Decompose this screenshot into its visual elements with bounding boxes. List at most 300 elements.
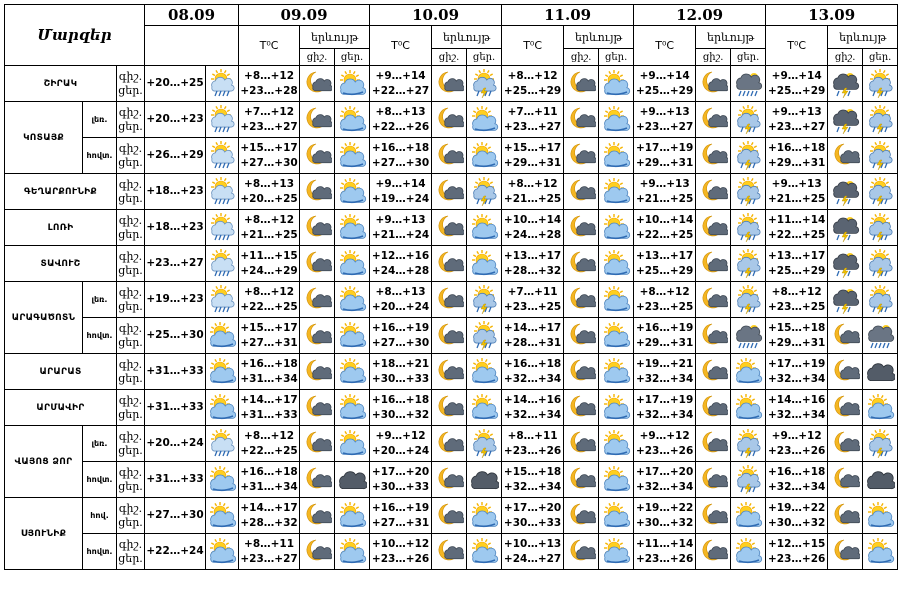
moon-cloud-icon: [828, 354, 863, 390]
dark-cloud-icon: [863, 354, 898, 390]
temp-range: [634, 354, 696, 390]
temp-range: [634, 498, 696, 534]
region-row: [5, 282, 898, 318]
night-label: գիշ.: [118, 69, 143, 83]
temp-range: [239, 354, 300, 390]
night-header: ցիշ.: [300, 49, 335, 66]
night-temp: +16…+18: [503, 357, 562, 370]
night-temp: +8…+13: [375, 285, 426, 298]
daynight-labels: [117, 354, 145, 390]
temp-range: [766, 282, 828, 318]
sun-cloud-icon: [206, 498, 239, 534]
temp-range: [502, 138, 564, 174]
day-temp: +31…+34: [240, 480, 298, 493]
storm-icon: [828, 282, 863, 318]
night-temp: +16…+19: [371, 501, 430, 514]
night-temp: +17…+19: [635, 393, 694, 406]
subregion-label: հովտ.: [83, 318, 117, 354]
day-temp: +32…+34: [503, 372, 562, 385]
moon-cloud-icon: [696, 390, 731, 426]
sun-storm-icon: [863, 210, 898, 246]
region-name: ԳԵՂԱՐՔՈՒՆԻՔ: [5, 174, 117, 210]
temp-range: [239, 426, 300, 462]
date-13.09: 13.09: [766, 5, 898, 26]
night-temp: +9…+13: [639, 177, 690, 190]
night-temp: +7…+12: [244, 105, 295, 118]
temp-range: [370, 498, 432, 534]
subregion-label: լեռ.: [83, 426, 117, 462]
day-temp: +25…+29: [767, 84, 826, 97]
sun-rain-icon: [206, 102, 239, 138]
sun-storm-icon: [467, 318, 502, 354]
night-temp: +17…+20: [635, 465, 694, 478]
day-temp: +20…+24: [371, 300, 430, 313]
day-temp: +29…+31: [767, 156, 826, 169]
temp-range: [502, 426, 564, 462]
temp-range: [634, 534, 696, 570]
day-temp: +23…+26: [503, 444, 562, 457]
daynight-labels: [117, 462, 145, 498]
temp-range: [766, 390, 828, 426]
moon-cloud-icon: [432, 498, 467, 534]
sun-cloud-icon: [206, 462, 239, 498]
sun-rain-icon: [206, 282, 239, 318]
sun-storm-icon: [863, 102, 898, 138]
moon-cloud-icon: [696, 210, 731, 246]
temp-range: [502, 246, 564, 282]
temp-range: [502, 66, 564, 102]
night-temp: +16…+18: [240, 357, 298, 370]
daynight-labels: [117, 138, 145, 174]
sun-cloud-icon: [467, 498, 502, 534]
day-temp: +32…+34: [635, 408, 694, 421]
sun-cloud-icon: [335, 534, 370, 570]
sun-cloud-icon: [467, 390, 502, 426]
daynight-labels: [117, 102, 145, 138]
temp-range: [502, 498, 564, 534]
night-temp: +8…+13: [244, 177, 295, 190]
night-temp: +11…+14: [767, 213, 826, 226]
day-temp: +29…+31: [635, 336, 694, 349]
region-name: ԼՈՌԻ: [5, 210, 117, 246]
rain-cloud-icon: [863, 318, 898, 354]
date-09.09: 09.09: [239, 5, 370, 26]
region-row: [5, 102, 898, 138]
temp-range: [502, 462, 564, 498]
night-temp: +9…+12: [639, 429, 690, 442]
moon-cloud-icon: [828, 462, 863, 498]
day-label: ցեր.: [118, 119, 143, 133]
night-header: ցիշ.: [564, 49, 599, 66]
temp-range: [766, 354, 828, 390]
temp-range: [239, 390, 300, 426]
night-temp: +16…+18: [767, 141, 826, 154]
date-10.09: 10.09: [370, 5, 502, 26]
day-temp: +23…+26: [635, 444, 694, 457]
date-12.09: 12.09: [634, 5, 766, 26]
day-temp: +29…+31: [503, 156, 562, 169]
night-temp: +8…+11: [507, 429, 558, 442]
day-temp: +25…+29: [635, 84, 694, 97]
rain-cloud-icon: [731, 318, 766, 354]
night-header: ցիշ.: [696, 49, 731, 66]
sun-cloud-icon: [335, 498, 370, 534]
day-temp: +32…+34: [767, 408, 826, 421]
moon-cloud-icon: [564, 498, 599, 534]
sun-cloud-icon: [599, 102, 634, 138]
phenomena-header: երևույթ: [564, 26, 634, 49]
moon-cloud-icon: [564, 534, 599, 570]
night-temp: +8…+12: [244, 285, 295, 298]
day-temp: +23…+25: [635, 300, 694, 313]
sun-storm-icon: [731, 102, 766, 138]
moon-cloud-icon: [828, 426, 863, 462]
rain-cloud-icon: [731, 66, 766, 102]
temp-header: T⁰C: [239, 26, 300, 66]
temp-range: [634, 318, 696, 354]
region-row: [5, 462, 898, 498]
day-label: ցեր.: [118, 227, 143, 241]
temp-range: [370, 246, 432, 282]
phenomena-header: երևույթ: [696, 26, 766, 49]
moon-cloud-icon: [696, 174, 731, 210]
night-temp: +9…+14: [375, 69, 426, 82]
night-temp: +10…+12: [371, 537, 430, 550]
night-temp: +8…+12: [507, 177, 558, 190]
temp-range: [766, 534, 828, 570]
night-temp: +7…+11: [507, 105, 558, 118]
day-temp: +27…+30: [371, 336, 430, 349]
night-temp: +8…+12: [244, 213, 295, 226]
moon-cloud-icon: [828, 390, 863, 426]
dark-cloud-icon: [467, 462, 502, 498]
night-label: գիշ.: [118, 213, 143, 227]
region-row: [5, 174, 898, 210]
temp-range: [502, 534, 564, 570]
day-temp: +32…+34: [503, 408, 562, 421]
region-row: [5, 246, 898, 282]
day-header: ցեր.: [467, 49, 502, 66]
night-temp: +8…+13: [375, 105, 426, 118]
day-temp: +22…+26: [371, 120, 430, 133]
day-temp: +32…+34: [503, 480, 562, 493]
moon-cloud-icon: [696, 102, 731, 138]
sun-storm-icon: [731, 210, 766, 246]
day-temp: +23…+27: [240, 120, 298, 133]
night-temp: +9…+14: [375, 177, 426, 190]
subregion-label: հով.: [83, 498, 117, 534]
day-label: ցեր.: [118, 515, 143, 529]
temp-0809: +20…+23: [145, 102, 206, 138]
night-temp: +15…+18: [767, 321, 826, 334]
night-label: գիշ.: [118, 501, 143, 515]
temp-range: [370, 390, 432, 426]
night-temp: +19…+21: [635, 357, 694, 370]
night-temp: +9…+13: [375, 213, 426, 226]
day-temp: +28…+32: [240, 516, 298, 529]
region-name: ՏԱՎՈՒՇ: [5, 246, 117, 282]
daynight-labels: [117, 498, 145, 534]
temp-header: T⁰C: [766, 26, 828, 66]
night-label: գիշ.: [118, 177, 143, 191]
day-temp: +29…+31: [635, 156, 694, 169]
sun-cloud-icon: [206, 354, 239, 390]
moon-cloud-icon: [300, 426, 335, 462]
sun-rain-icon: [206, 246, 239, 282]
moon-cloud-icon: [300, 102, 335, 138]
day-temp: +25…+29: [503, 84, 562, 97]
temp-range: [239, 210, 300, 246]
temp-range: [239, 174, 300, 210]
moon-cloud-icon: [432, 318, 467, 354]
region-row: [5, 498, 898, 534]
day-temp: +23…+26: [767, 444, 826, 457]
day-temp: +32…+34: [635, 372, 694, 385]
temp-0809: +31…+33: [145, 390, 206, 426]
sun-cloud-icon: [599, 174, 634, 210]
daynight-labels: [117, 246, 145, 282]
day-temp: +19…+24: [371, 192, 430, 205]
night-temp: +9…+13: [771, 105, 822, 118]
day-temp: +31…+33: [240, 408, 298, 421]
sun-rain-icon: [206, 426, 239, 462]
temp-0809: +26…+29: [145, 138, 206, 174]
moon-cloud-icon: [696, 426, 731, 462]
day-temp: +30…+33: [503, 516, 562, 529]
moon-cloud-icon: [564, 66, 599, 102]
day-temp: +27…+31: [240, 336, 298, 349]
moon-cloud-icon: [696, 246, 731, 282]
temp-range: [766, 210, 828, 246]
night-temp: +15…+17: [240, 141, 298, 154]
day-temp: +23…+25: [503, 300, 562, 313]
day-temp: +23…+25: [767, 300, 826, 313]
night-label: գիշ.: [118, 537, 143, 551]
temp-range: [370, 426, 432, 462]
moon-cloud-icon: [432, 66, 467, 102]
night-label: գիշ.: [118, 141, 143, 155]
daynight-labels: [117, 66, 145, 102]
sun-cloud-icon: [206, 390, 239, 426]
day-temp: +20…+25: [240, 192, 298, 205]
moon-cloud-icon: [300, 174, 335, 210]
night-temp: +7…+11: [507, 285, 558, 298]
moon-cloud-icon: [300, 282, 335, 318]
moon-cloud-icon: [696, 534, 731, 570]
moon-cloud-icon: [564, 318, 599, 354]
night-temp: +17…+20: [503, 501, 562, 514]
temp-range: [766, 426, 828, 462]
temp-range: [502, 318, 564, 354]
night-label: գիշ.: [118, 249, 143, 263]
night-temp: +17…+20: [371, 465, 430, 478]
storm-icon: [828, 246, 863, 282]
day-temp: +29…+31: [767, 336, 826, 349]
temp-0809: +31…+33: [145, 354, 206, 390]
temp-range: [239, 318, 300, 354]
sun-rain-icon: [206, 66, 239, 102]
temp-range: [766, 138, 828, 174]
temp-range: [239, 246, 300, 282]
storm-icon: [828, 210, 863, 246]
night-label: գիշ.: [118, 285, 143, 299]
temp-range: [502, 174, 564, 210]
night-label: գիշ.: [118, 321, 143, 335]
sun-cloud-icon: [731, 390, 766, 426]
night-temp: +14…+16: [767, 393, 826, 406]
day-temp: +22…+25: [635, 228, 694, 241]
moon-cloud-icon: [432, 282, 467, 318]
moon-cloud-icon: [432, 102, 467, 138]
temp-range: [502, 354, 564, 390]
sun-cloud-icon: [599, 66, 634, 102]
night-header: ցիշ.: [828, 49, 863, 66]
temp-0809: +19…+23: [145, 282, 206, 318]
subregion-label: հովտ.: [83, 462, 117, 498]
sun-cloud-icon: [335, 246, 370, 282]
subregion-label: հովտ.: [83, 534, 117, 570]
day-temp: +24…+29: [240, 264, 298, 277]
subregion-label: լեռ.: [83, 102, 117, 138]
temp-range: [766, 318, 828, 354]
temp-range: [239, 498, 300, 534]
temp-range: [634, 426, 696, 462]
sun-cloud-icon: [863, 390, 898, 426]
moon-cloud-icon: [300, 318, 335, 354]
moon-cloud-icon: [432, 534, 467, 570]
day-temp: +31…+34: [240, 372, 298, 385]
temp-header: T⁰C: [502, 26, 564, 66]
night-temp: +13…+17: [635, 249, 694, 262]
night-temp: +9…+13: [771, 177, 822, 190]
moon-cloud-icon: [300, 498, 335, 534]
sun-storm-icon: [731, 462, 766, 498]
night-temp: +14…+16: [503, 393, 562, 406]
moon-cloud-icon: [696, 462, 731, 498]
date-11.09: 11.09: [502, 5, 634, 26]
day-temp: +24…+28: [371, 264, 430, 277]
temp-range: [502, 210, 564, 246]
daynight-labels: [117, 390, 145, 426]
moon-cloud-icon: [300, 210, 335, 246]
temp-range: [634, 174, 696, 210]
sun-cloud-icon: [467, 534, 502, 570]
day-temp: +24…+27: [503, 552, 562, 565]
sun-storm-icon: [863, 246, 898, 282]
region-name: ԱՐԱՐԱՏ: [5, 354, 117, 390]
night-label: գիշ.: [118, 357, 143, 371]
night-temp: +19…+22: [635, 501, 694, 514]
moon-cloud-icon: [564, 390, 599, 426]
sun-storm-icon: [863, 174, 898, 210]
sun-storm-icon: [863, 282, 898, 318]
moon-cloud-icon: [564, 246, 599, 282]
moon-cloud-icon: [564, 426, 599, 462]
night-temp: +12…+15: [767, 537, 826, 550]
night-temp: +15…+18: [503, 465, 562, 478]
night-temp: +16…+19: [371, 321, 430, 334]
region-name: ՍՅՈՒՆԻՔ: [5, 498, 83, 570]
night-temp: +8…+12: [244, 69, 295, 82]
temp-range: [370, 354, 432, 390]
night-temp: +10…+14: [503, 213, 562, 226]
region-row: [5, 390, 898, 426]
day-header: ցեր.: [731, 49, 766, 66]
dark-cloud-icon: [335, 462, 370, 498]
night-temp: +9…+13: [639, 105, 690, 118]
sun-storm-icon: [467, 66, 502, 102]
sun-cloud-icon: [206, 534, 239, 570]
night-temp: +16…+18: [240, 465, 298, 478]
forecast-table: [4, 4, 898, 570]
moon-cloud-icon: [432, 174, 467, 210]
night-temp: +14…+17: [503, 321, 562, 334]
day-label: ցեր.: [118, 299, 143, 313]
night-temp: +11…+15: [240, 249, 298, 262]
temp-range: [766, 174, 828, 210]
day-temp: +27…+30: [240, 156, 298, 169]
temp-range: [370, 210, 432, 246]
date-header-row: [5, 5, 898, 26]
temp-range: [239, 138, 300, 174]
night-temp: +9…+14: [771, 69, 822, 82]
temp-0809: +27…+30: [145, 498, 206, 534]
moon-cloud-icon: [300, 462, 335, 498]
day-temp: +23…+27: [767, 120, 826, 133]
temp-0809: +22…+24: [145, 534, 206, 570]
sun-rain-icon: [206, 174, 239, 210]
day-temp: +25…+29: [767, 264, 826, 277]
day-temp: +22…+25: [240, 444, 298, 457]
sun-rain-icon: [206, 210, 239, 246]
storm-icon: [828, 102, 863, 138]
day-header: ցեր.: [335, 49, 370, 66]
moon-cloud-icon: [564, 462, 599, 498]
day-temp: +32…+34: [767, 372, 826, 385]
moon-cloud-icon: [696, 282, 731, 318]
night-temp: +9…+12: [771, 429, 822, 442]
region-name: ԱՐԱԳԱԾՈՏՆ: [5, 282, 83, 354]
moon-cloud-icon: [696, 138, 731, 174]
day-temp: +30…+33: [371, 480, 430, 493]
night-temp: +17…+19: [767, 357, 826, 370]
night-temp: +10…+14: [635, 213, 694, 226]
daynight-labels: [117, 426, 145, 462]
date-08.09: 08.09: [145, 5, 239, 26]
temp-range: [766, 498, 828, 534]
sun-cloud-icon: [599, 246, 634, 282]
night-temp: +14…+17: [240, 393, 298, 406]
phenomena-header: երևույթ: [432, 26, 502, 49]
night-label: գիշ.: [118, 429, 143, 443]
region-name: ԱՐՄԱՎԻՐ: [5, 390, 117, 426]
moon-cloud-icon: [300, 354, 335, 390]
temp-range: [239, 462, 300, 498]
region-name: ԿՈՏԱՅՔ: [5, 102, 83, 174]
temp-range: [239, 534, 300, 570]
sun-cloud-icon: [599, 318, 634, 354]
day-temp: +21…+25: [767, 192, 826, 205]
day-temp: +28…+32: [503, 264, 562, 277]
sun-storm-icon: [731, 138, 766, 174]
night-temp: +16…+18: [767, 465, 826, 478]
moon-cloud-icon: [564, 138, 599, 174]
moon-cloud-icon: [432, 462, 467, 498]
temp-range: [766, 102, 828, 138]
night-temp: +11…+14: [635, 537, 694, 550]
day-temp: +30…+33: [371, 372, 430, 385]
day-label: ցեր.: [118, 407, 143, 421]
